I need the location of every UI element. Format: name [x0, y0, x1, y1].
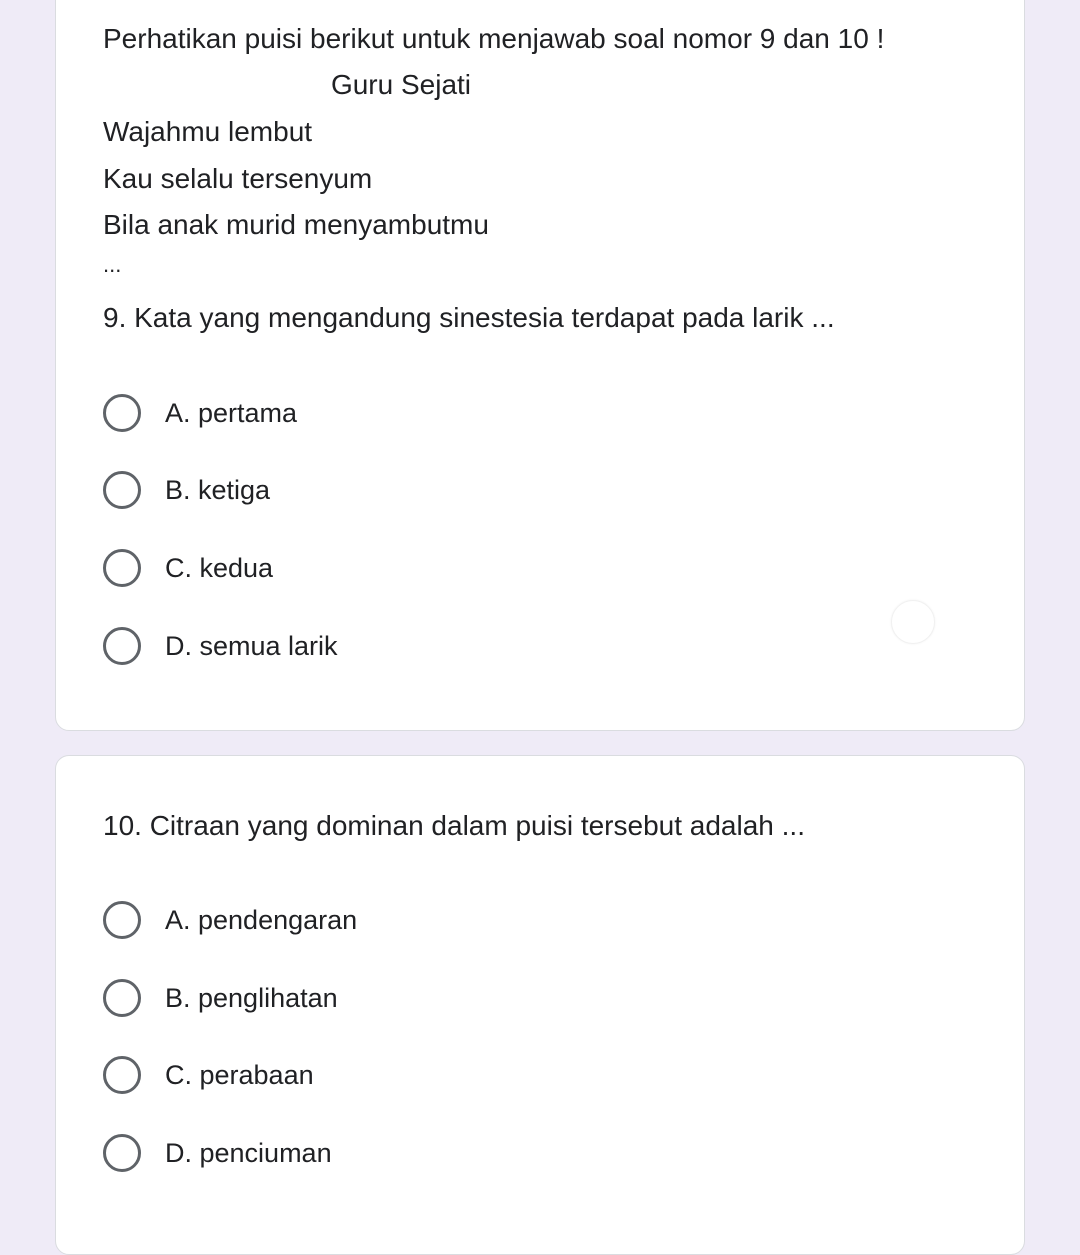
- option-label: B. ketiga: [165, 475, 271, 505]
- instruction-text: Perhatikan puisi berikut untuk menjawab soal nomor 9 dan 10 !: [103, 23, 885, 54]
- option-label: A. pendengaran: [165, 905, 358, 935]
- question-10-text: 10. Citraan yang dominan dalam puisi tersebut adalah ...: [103, 810, 805, 841]
- q9-option-b[interactable]: [103, 470, 270, 510]
- option-label: C. perabaan: [165, 1060, 314, 1090]
- radio-circle-icon[interactable]: [103, 471, 141, 509]
- poem-line-1: Wajahmu lembut: [103, 116, 313, 147]
- radio-circle-icon[interactable]: [103, 901, 141, 939]
- question-9-text: 9. Kata yang mengandung sinestesia terdapat pada larik ...: [103, 302, 835, 333]
- q10-option-b[interactable]: [103, 978, 338, 1018]
- radio-circle-icon[interactable]: [103, 394, 141, 432]
- poem-line-4: ...: [103, 252, 122, 277]
- radio-circle-icon[interactable]: [103, 1056, 141, 1094]
- poem-line-2: Kau selalu tersenyum: [103, 163, 373, 194]
- radio-circle-icon[interactable]: [103, 627, 141, 665]
- poem-title: Guru Sejati: [330, 69, 472, 100]
- radio-circle-icon[interactable]: [103, 1134, 141, 1172]
- option-label: C. kedua: [165, 553, 274, 583]
- q9-option-d[interactable]: [103, 626, 338, 666]
- q10-option-d[interactable]: [103, 1133, 332, 1173]
- option-label: D. semua larik: [165, 631, 338, 661]
- option-label: A. pertama: [165, 398, 298, 428]
- q10-option-a[interactable]: [103, 900, 357, 940]
- option-label: B. penglihatan: [165, 983, 338, 1013]
- poem-line-3: Bila anak murid menyambutmu: [103, 209, 489, 240]
- q10-option-c[interactable]: [103, 1055, 314, 1095]
- radio-circle-icon[interactable]: [103, 549, 141, 587]
- question-card-10: [55, 755, 1025, 1255]
- question-card-9: [55, 0, 1025, 731]
- q9-option-a[interactable]: [103, 393, 297, 433]
- q9-option-c[interactable]: [103, 548, 273, 588]
- touch-ripple: [891, 600, 935, 644]
- option-label: D. penciuman: [165, 1138, 332, 1168]
- radio-circle-icon[interactable]: [103, 979, 141, 1017]
